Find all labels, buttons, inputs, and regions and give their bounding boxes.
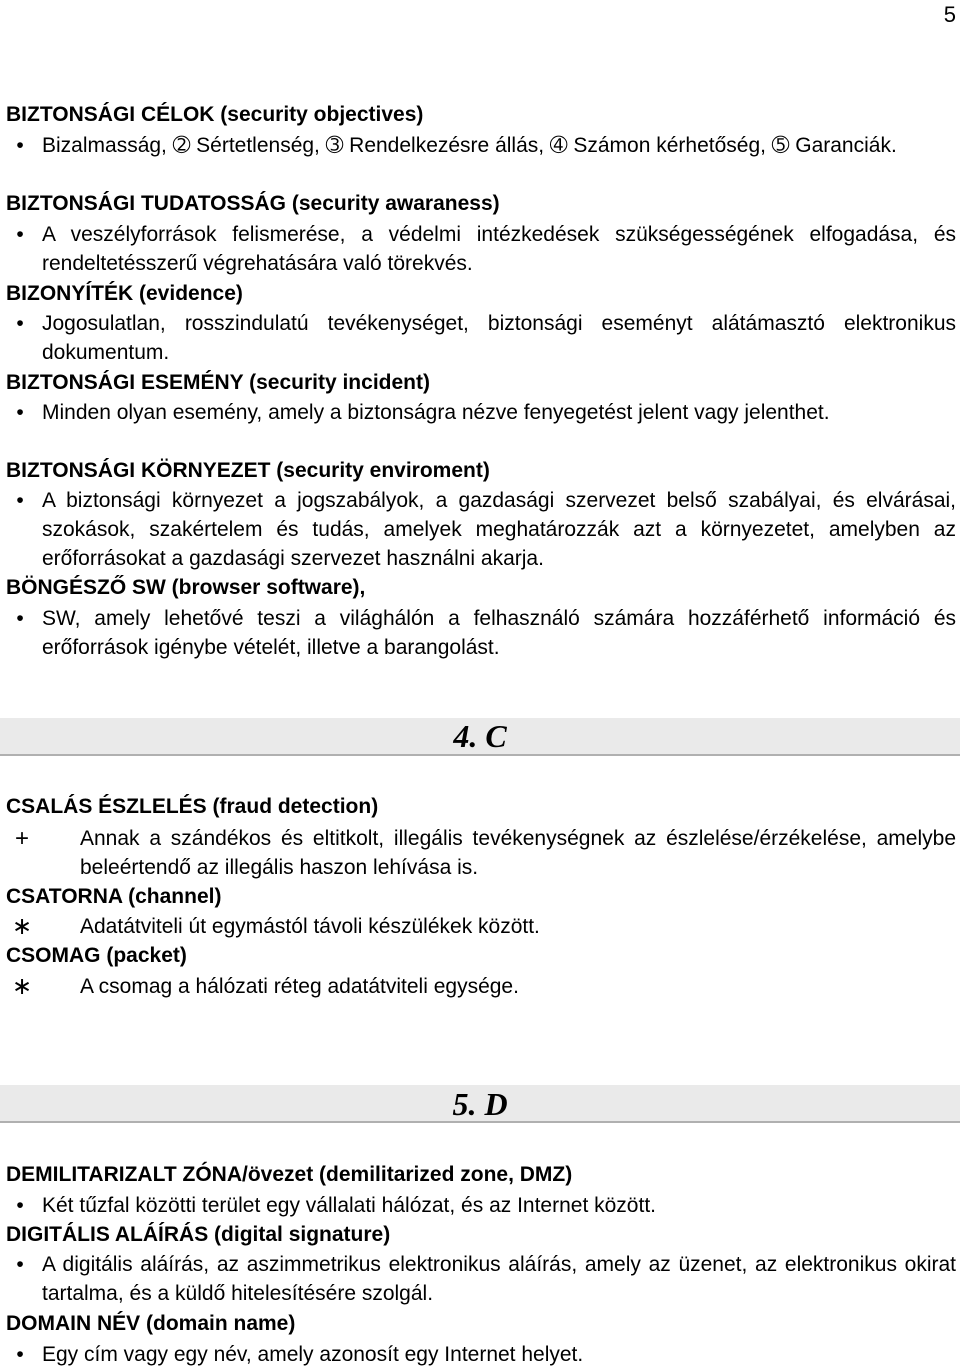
plus-icon: + xyxy=(14,825,29,852)
bullet-icon: • xyxy=(16,1343,24,1366)
definition-text: Két tűzfal közötti terület egy vállalati hálózat, és az Internet között. xyxy=(42,1194,656,1217)
term-security-awareness: BIZTONSÁGI TUDATOSSÁG (security awaraness) xyxy=(6,192,500,215)
definition-security-incident xyxy=(0,398,960,427)
definition-domain-name xyxy=(0,1340,960,1369)
definition-text: A digitális aláírás, az aszimmetrikus elektronikus aláírás, amely az üzenet, az elektronikus okirat tartalma, és a küldő hitelesítésére szolgál. xyxy=(42,1253,956,1305)
bullet-icon: • xyxy=(16,1253,24,1276)
bullet-icon: • xyxy=(16,1194,24,1217)
definition-text: SW, amely lehetővé teszi a világhálón a felhasználó számára hozzáférhető információ és erőforrások igénybe vételét, illetve a barangolást. xyxy=(42,607,956,659)
bullet-icon: • xyxy=(16,223,24,246)
definition-text: Jogosulatlan, rosszindulatú tevékenységet, biztonsági eseményt alátámasztó elektronikus dokumentum. xyxy=(42,312,956,364)
definition-channel xyxy=(0,912,960,941)
definition-security-awareness xyxy=(0,220,960,278)
definition-fraud-detection xyxy=(0,824,960,882)
definition-text: A biztonsági környezet a jogszabályok, a gazdasági szervezet belső szabályai, és elvárásai, szokások, szakértelem és tudás, amelyek meghatározzák azt a környezetet, amelyben az erőforrásokat a gazdasági szervezet használni akarja. xyxy=(42,489,956,570)
definition-text: Minden olyan esemény, amely a biztonságra nézve fenyegetést jelent vagy jelenthet. xyxy=(42,401,830,424)
term-security-incident: BIZTONSÁGI ESEMÉNY (security incident) xyxy=(6,371,430,394)
term-fraud-detection: CSALÁS ÉSZLELÉS (fraud detection) xyxy=(6,795,379,818)
definition-security-objectives xyxy=(0,131,960,160)
bullet-icon: • xyxy=(16,607,24,630)
definition-text: Egy cím vagy egy név, amely azonosít egy Internet helyet. xyxy=(42,1343,584,1366)
definition-digital-signature xyxy=(0,1250,960,1308)
definition-text: Adatátviteli út egymástól távoli készülékek között. xyxy=(80,915,540,938)
definition-security-environment xyxy=(0,486,960,573)
asterisk-icon: ∗ xyxy=(11,913,33,940)
definition-dmz xyxy=(0,1191,960,1220)
section-c-title: 4. C xyxy=(453,718,507,754)
page-number: 5 xyxy=(943,2,956,27)
definition-text: A csomag a hálózati réteg adatátviteli egysége. xyxy=(80,975,519,998)
term-domain-name: DOMAIN NÉV (domain name) xyxy=(6,1312,296,1335)
definition-packet xyxy=(0,972,960,1001)
bullet-icon: • xyxy=(16,312,24,335)
bullet-icon: • xyxy=(16,489,24,512)
term-evidence: BIZONYÍTÉK (evidence) xyxy=(6,282,243,305)
section-d-title: 5. D xyxy=(452,1086,508,1122)
term-security-objectives: BIZTONSÁGI CÉLOK (security objectives) xyxy=(6,103,424,126)
definition-text: Bizalmasság, ➁ Sértetlenség, ➂ Rendelkezésre állás, ➃ Számon kérhetőség, ➄ Garanciák. xyxy=(42,134,897,157)
term-browser-software: BÖNGÉSZŐ SW (browser software), xyxy=(6,576,366,599)
definition-browser-software xyxy=(0,604,960,662)
term-channel: CSATORNA (channel) xyxy=(6,885,222,908)
definition-text: A veszélyforrások felismerése, a védelmi intézkedések szükségességének elfogadása, és rendeltetésszerű végrehatására való törekvés. xyxy=(42,223,956,275)
term-packet: CSOMAG (packet) xyxy=(6,944,187,967)
asterisk-icon: ∗ xyxy=(11,973,33,1000)
bullet-icon: • xyxy=(16,134,24,157)
bullet-icon: • xyxy=(16,401,24,424)
definition-text: Annak a szándékos és eltitkolt, illegális tevékenységnek az észlelése/érzékelése, amelybe beleértendő az illegális haszon lehívása is. xyxy=(80,827,956,879)
term-security-environment: BIZTONSÁGI KÖRNYEZET (security enviroment) xyxy=(6,459,490,482)
term-dmz: DEMILITARIZALT ZÓNA/övezet (demilitarized zone, DMZ) xyxy=(6,1163,573,1186)
term-digital-signature: DIGITÁLIS ALÁÍRÁS (digital signature) xyxy=(6,1223,391,1246)
definition-evidence xyxy=(0,309,960,367)
